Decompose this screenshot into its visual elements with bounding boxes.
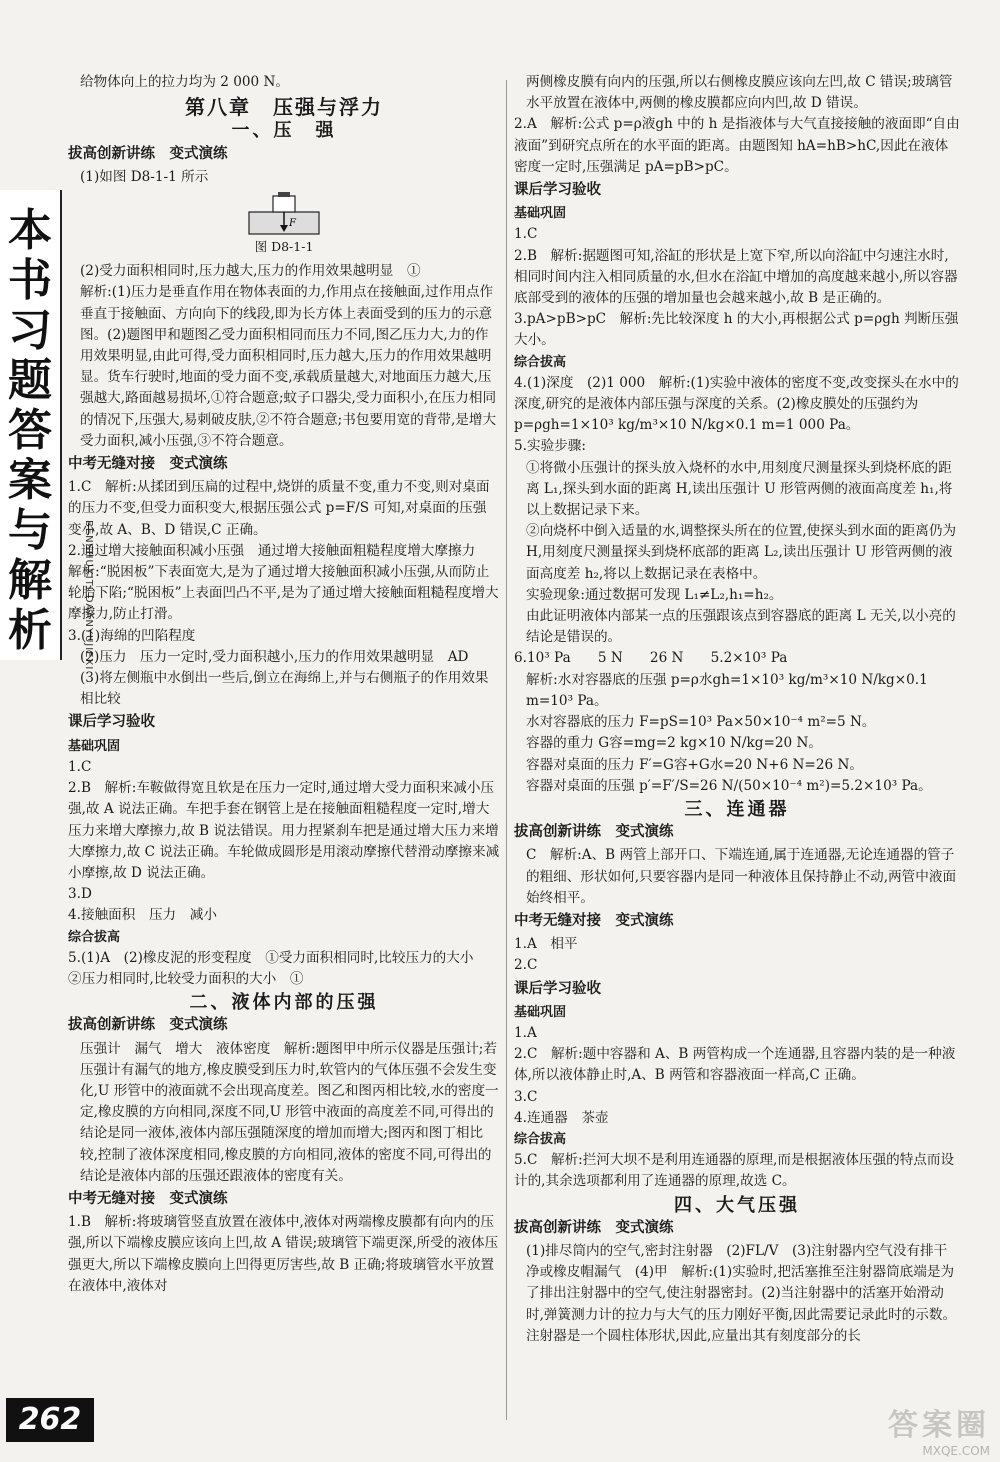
section-1-title: 一、压 强 xyxy=(231,120,337,142)
s3-heading-c-basic: 基础巩固 xyxy=(514,1004,567,1020)
r-c-5c: 实验现象:通过数据可发现 L₁≠L₂,h₁=h₂。 xyxy=(526,586,783,603)
r-c-6: 6.10³ Pa 5 N 26 N 5.2×10³ Pa xyxy=(514,650,788,667)
page-number: 262 xyxy=(6,1398,94,1442)
s1-heading-c-advanced: 综合拔高 xyxy=(68,929,121,945)
r-heading-c-basic: 基础巩固 xyxy=(514,206,567,222)
s1-c-1: 1.C xyxy=(68,758,92,775)
watermark xyxy=(840,1400,990,1456)
r-c-3: 3.pA>pB>pC 解析:先比较深度 h 的大小,再根据公式 p=ρgh 判断压强大小。 xyxy=(514,311,959,349)
s3-b-1: 1.A 相平 xyxy=(514,936,578,953)
s3-c-3: 3.C xyxy=(514,1088,538,1105)
r-c-5b: ②向烧杯中倒入适量的水,调整探头所在的位置,使探头到水面的距离仍为 H,用刻度尺测量探头到烧杯底部的距离 L₂,读出压强计 U 形管两侧的液面高度差 h₂,将以上数据记录在表格中。 xyxy=(526,523,957,582)
s1-b-3b: (2)压力 压力一定时,受力面积越小,压力的作用效果越明显 AD xyxy=(80,648,469,665)
r-heading-c-advanced: 综合拔高 xyxy=(514,354,567,370)
watermark-main: 答案圈 xyxy=(888,1408,990,1443)
s1-heading-b: 中考无缝对接 变式演练 xyxy=(68,456,228,473)
r-c-5a: ①将微小压强计的探头放入烧杯的水中,用刻度尺测量探头到烧杯底的距离 L₁,探头到水面的距离 H,读出压强计 U 形管两侧的液面高度差 h₁,将以上数据记录下来。 xyxy=(526,459,953,519)
spine-title: 本书习题答案与解析 xyxy=(8,205,52,656)
s1-b-1: 1.C 解析:从揉团到压扁的过程中,烧饼的质量不变,重力不变,则对桌面的压力不变,但受力面积变大,根据压强公式 p=F/S 可知,对桌面的压强变小,故 A、B、D 错误,C 正确。 xyxy=(68,479,490,538)
section-4-title: 四、大气压强 xyxy=(674,1194,800,1216)
figure-caption: 图 D8-1-1 xyxy=(254,239,314,255)
s3-b-2: 2.C xyxy=(514,957,538,974)
s1-a-3: 解析:(1)压力是垂直作用在物体表面的力,作用点在接触面,过作用点作垂直于接触面、方向向下的线段,即为长方体上表面受到的压力的示意图。(2)题图甲和题图乙受力面积相同而压力不同,图乙压力大,力的作用效果明显,由此可得,受力面积相同时,压力越大,压力的作用效果越明显。货车行驶时,地面的受力面不变,承载质量越大,对地面压力越大,压强越大,路面越易损坏,①符合题意;蚊子口器尖,受力面积小,在压力相同的情况下,压强大,易刺破皮肤,②不符合题意;书包要用宽的背带,是增大受力面积,减小压强,③不符合题意。 xyxy=(80,284,497,449)
s1-c-3: 3.D xyxy=(68,886,92,903)
r-c-6e: 容器对桌面的压强 p′=F′/S=26 N/(50×10⁻⁴ m²)=5.2×10³ Pa。 xyxy=(526,777,932,794)
s1-heading-c-basic: 基础巩固 xyxy=(68,738,121,754)
s2-heading-a: 拔高创新讲练 变式演练 xyxy=(68,1017,228,1034)
r-c-4: 4.(1)深度 (2)1 000 解析:(1)实验中液体的密度不变,改变探头在水中的深度,研究的是液体内部压强与深度的关系。(2)橡皮膜处的压强约为 p=ρgh=1×10³ kg/m³×10 N/kg×0.1 m=1 000 Pa。 xyxy=(514,374,959,434)
r-c-6b: 水对容器底的压力 F=pS=10³ Pa×50×10⁻⁴ m²=5 N。 xyxy=(526,714,876,731)
right-column xyxy=(514,72,960,1347)
figure-d8-1-1 xyxy=(68,192,500,257)
intro-line: 给物体向上的拉力均为 2 000 N。 xyxy=(80,74,289,90)
s2-heading-b: 中考无缝对接 变式演练 xyxy=(68,1190,228,1207)
s1-a-2: (2)受力面积相同时,压力越大,压力的作用效果越明显 ① xyxy=(80,263,421,280)
r-c-6d: 容器对桌面的压力 F′=G容+G水=20 N+6 N=26 N。 xyxy=(526,756,863,773)
s2-a-1: 压强计 漏气 增大 液体密度 解析:题图甲中所示仪器是压强计;若压强计有漏气的地方,橡皮膜受到压力时,软管内的气体压强不会发生变化,U 形管中的液面就不会出现高度差。图乙和图丙相比较,水的密度一定,橡皮膜的方向相同,深度不同,U 形管中液面的高度差不同,可得出的结论是同一液体,液体内部压强随深度的增加而增大;图丙和图丁相比较,控制了液体深度相同,橡皮膜的方向相同,液体的密度不同,可得出的结论是液体内部的压强还跟液体的密度有关。 xyxy=(80,1040,499,1184)
s1-c-2: 2.B 解析:车鞍做得宽且软是在压力一定时,通过增大受力面积来减小压强,故 A 说法正确。车把手套在钢管上是在接触面粗糙程度一定时,增大压力来增大摩擦力,故 B 说法错误。用力捏紧刹车把是通过增大压力来增大摩擦力,故 C 说法正确。车轮做成圆形是用滚动摩擦代替滑动摩擦来减小摩擦,故 D 说法正确。 xyxy=(68,780,500,881)
s1-b-3a: 3.(1)海绵的凹陷程度 xyxy=(68,627,196,644)
s1-b-2: 2.通过增大接触面积减小压强 通过增大接触面粗糙程度增大摩擦力 解析:“脱困板”下表面宽大,是为了通过增大接触面积减小压强,从而防止轮胎下陷;“脱困板”上表面凹凸不平,是为了通过增大接触面粗糙程度增大摩擦力,防止打滑。 xyxy=(68,542,499,623)
s3-heading-b: 中考无缝对接 变式演练 xyxy=(514,912,674,929)
s4-a-1: (1)排尽筒内的空气,密封注射器 (2)FL/V (3)注射器内空气没有排干净或橡皮帽漏气 (4)甲 解析:(1)实验时,把活塞推至注射器筒底端是为了排出注射器中的空气,使注射器密封。(2)当注射器中的活塞开始滑动时,弹簧测力计的拉力与大气的压力刚好平衡,因此需要记录此时的示数。注射器是一个圆柱体形状,因此,应量出其有刻度部分的长 xyxy=(526,1242,957,1344)
s1-c-4: 4.接触面积 压力 减小 xyxy=(68,907,217,924)
section-3-title: 三、连通器 xyxy=(684,798,790,820)
r-1: 两侧橡皮膜有向内的压强,所以右侧橡皮膜应该向左凹,故 C 错误;玻璃管水平放置在液体中,两侧的橡皮膜都应向内凹,故 D 错误。 xyxy=(526,74,953,112)
book-spine xyxy=(0,190,62,660)
r-heading-c: 课后学习验收 xyxy=(514,182,601,199)
s3-c-5: 5.C 解析:拦河大坝不是利用连通器的原理,而是根据液体压强的特点而设计的,其余选项都利用了连通器的原理,故选 C。 xyxy=(514,1152,955,1190)
force-label: F xyxy=(289,218,296,230)
s3-a-1: C 解析:A、B 两管上部开口、下端连通,属于连通器,无论连通器的管子的粗细、形状如何,只要容器内是同一种液体且保持静止不动,两管中液面始终相平。 xyxy=(526,847,957,906)
s3-c-1: 1.A xyxy=(514,1024,537,1041)
s1-heading-a: 拔高创新讲练 变式演练 xyxy=(68,145,228,162)
s3-heading-a: 拔高创新讲练 变式演练 xyxy=(514,824,674,841)
r-c-6c: 容器的重力 G容=mg=2 kg×10 N/kg=20 N。 xyxy=(526,735,822,752)
s3-heading-c: 课后学习验收 xyxy=(514,980,601,997)
r-c-6a: 解析:水对容器底的压强 p=ρ水gh=1×10³ kg/m³×10 N/kg×0.1 m=10³ Pa。 xyxy=(526,671,928,709)
spine-pinyin: BENSHUXITI DAANYUJIEXI xyxy=(83,520,94,671)
s3-c-4: 4.连通器 茶壶 xyxy=(514,1109,609,1126)
chapter-title: 第八章 压强与浮力 xyxy=(185,95,383,120)
s1-c-5: 5.(1)A (2)橡皮泥的形变程度 ①受力面积相同时,比较压力的大小 ②压力相同时,比较受力面积的大小 ① xyxy=(68,949,488,987)
watermark-url: MXQE.COM xyxy=(922,1444,990,1458)
r-c-5d: 由此证明液体内部某一点的压强跟该点到容器底的距离 L 无关,以小亮的结论是错误的。 xyxy=(526,608,956,646)
r-2: 2.A 解析:公式 p=ρ液gh 中的 h 是指液体与大气直接接触的液面即“自由液面”到研究点所在的水平面的距离。由题图知 hA=hB>hC,因此在液体密度一定时,压强满足 pA=pB>pC。 xyxy=(514,116,960,175)
s1-b-3c: (3)将左侧瓶中水倒出一些后,倒立在海绵上,并与右侧瓶子的作用效果相比较 xyxy=(80,670,489,708)
r-c-2: 2.B 解析:据题图可知,浴缸的形状是上宽下窄,所以向浴缸中匀速注水时,相同时间内注入相同质量的水,但水在浴缸中增加的高度越来越小,所以容器底部受到的液体的压强的增加量也会越来越小,故 B 是正确的。 xyxy=(514,247,958,307)
left-column xyxy=(68,72,500,1297)
s2-b-1: 1.B 解析:将玻璃管竖直放置在液体中,液体对两端橡皮膜都有向内的压强,所以下端橡皮膜应该向上凹,故 A 错误;玻璃管下端更深,所受的液体压强更大,所以下端橡皮膜向上凹得更厉害些,故 B 正确;将玻璃管水平放置在液体中,液体对 xyxy=(68,1214,499,1294)
s4-heading-a: 拔高创新讲练 变式演练 xyxy=(514,1219,674,1236)
r-c-1: 1.C xyxy=(514,226,538,243)
column-divider xyxy=(506,80,507,1420)
pressure-block-diagram xyxy=(247,192,321,236)
s3-heading-c-advanced: 综合拔高 xyxy=(514,1131,567,1147)
s1-a-1: (1)如图 D8-1-1 所示 xyxy=(80,168,209,185)
section-2-title: 二、液体内部的压强 xyxy=(189,992,379,1014)
s1-heading-c: 课后学习验收 xyxy=(68,714,155,731)
r-c-5: 5.实验步骤: xyxy=(514,438,586,455)
s3-c-2: 2.C 解析:题中容器和 A、B 两管构成一个连通器,且容器内装的是一种液体,所以液体静止时,A、B 两管和容器液面一样高,C 正确。 xyxy=(514,1046,956,1084)
